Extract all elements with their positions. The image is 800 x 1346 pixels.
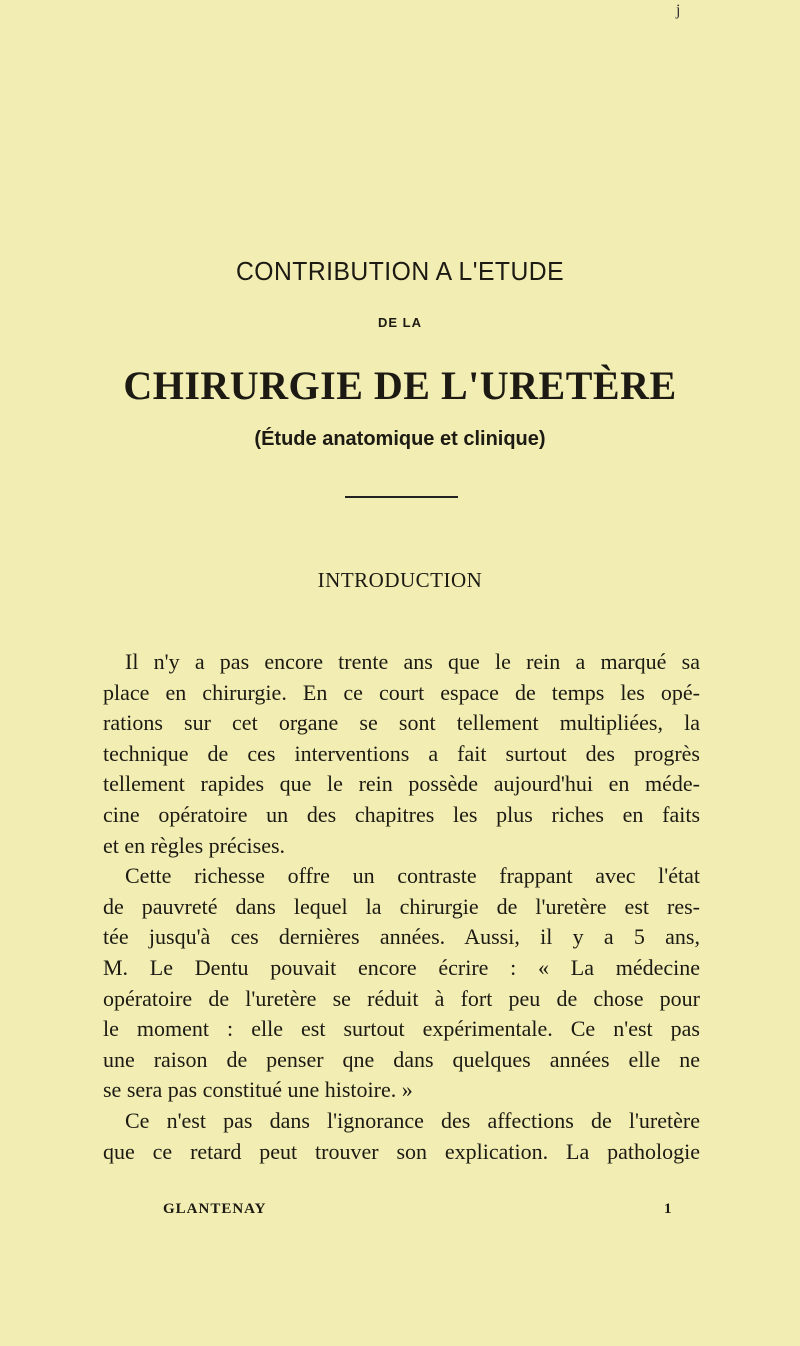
text-line: opératoire de l'uretère se réduit à fort peu de chose pour xyxy=(103,985,700,1011)
text-line: Il n'y a pas encore trente ans que le rein a marqué sa xyxy=(125,649,700,674)
section-title: INTRODUCTION xyxy=(317,568,483,592)
page-title: CHIRURGIE DE L'URETÈRE xyxy=(123,363,677,408)
footer-signature: GLANTENAY xyxy=(163,1201,267,1217)
text-line: cine opératoire un des chapitres les plus riches en faits xyxy=(103,801,700,827)
text-line: que ce retard peut trouver son explication. La pathologie xyxy=(103,1138,700,1164)
header-line-2: DE LA xyxy=(378,315,422,330)
text-line: rations sur cet organe se sont tellement multipliées, la xyxy=(103,710,700,736)
page-subtitle: (Étude anatomique et clinique) xyxy=(254,428,546,450)
text-line: le moment : elle est surtout expérimentale. Ce n'est pas xyxy=(103,1016,700,1042)
text-line: de pauvreté dans lequel la chirurgie de l'uretère est res- xyxy=(103,893,700,919)
text-line: place en chirurgie. En ce court espace de temps les opé- xyxy=(103,679,700,705)
text-line: Ce n'est pas dans l'ignorance des affections de l'uretère xyxy=(125,1107,700,1133)
page-mark: j xyxy=(676,2,681,19)
text-line: M. Le Dentu pouvait encore écrire : « La médecine xyxy=(103,954,700,980)
header-line-1: CONTRIBUTION A L'ETUDE xyxy=(235,256,565,286)
text-line: tellement rapides que le rein possède aujourd'hui en méde- xyxy=(103,771,700,797)
text-line: et en règles précises. xyxy=(103,832,286,858)
text-line: se sera pas constitué une histoire. » xyxy=(103,1077,413,1103)
divider xyxy=(345,496,458,498)
body-text xyxy=(103,647,700,1167)
text-line: une raison de penser qne dans quelques années elle ne xyxy=(103,1046,700,1072)
text-line: tée jusqu'à ces dernières années. Aussi, il y a 5 ans, xyxy=(103,924,700,950)
text-line: technique de ces interventions a fait surtout des progrès xyxy=(103,740,700,766)
text-line: Cette richesse offre un contraste frappant avec l'état xyxy=(125,863,700,889)
page-number: 1 xyxy=(664,1201,673,1217)
